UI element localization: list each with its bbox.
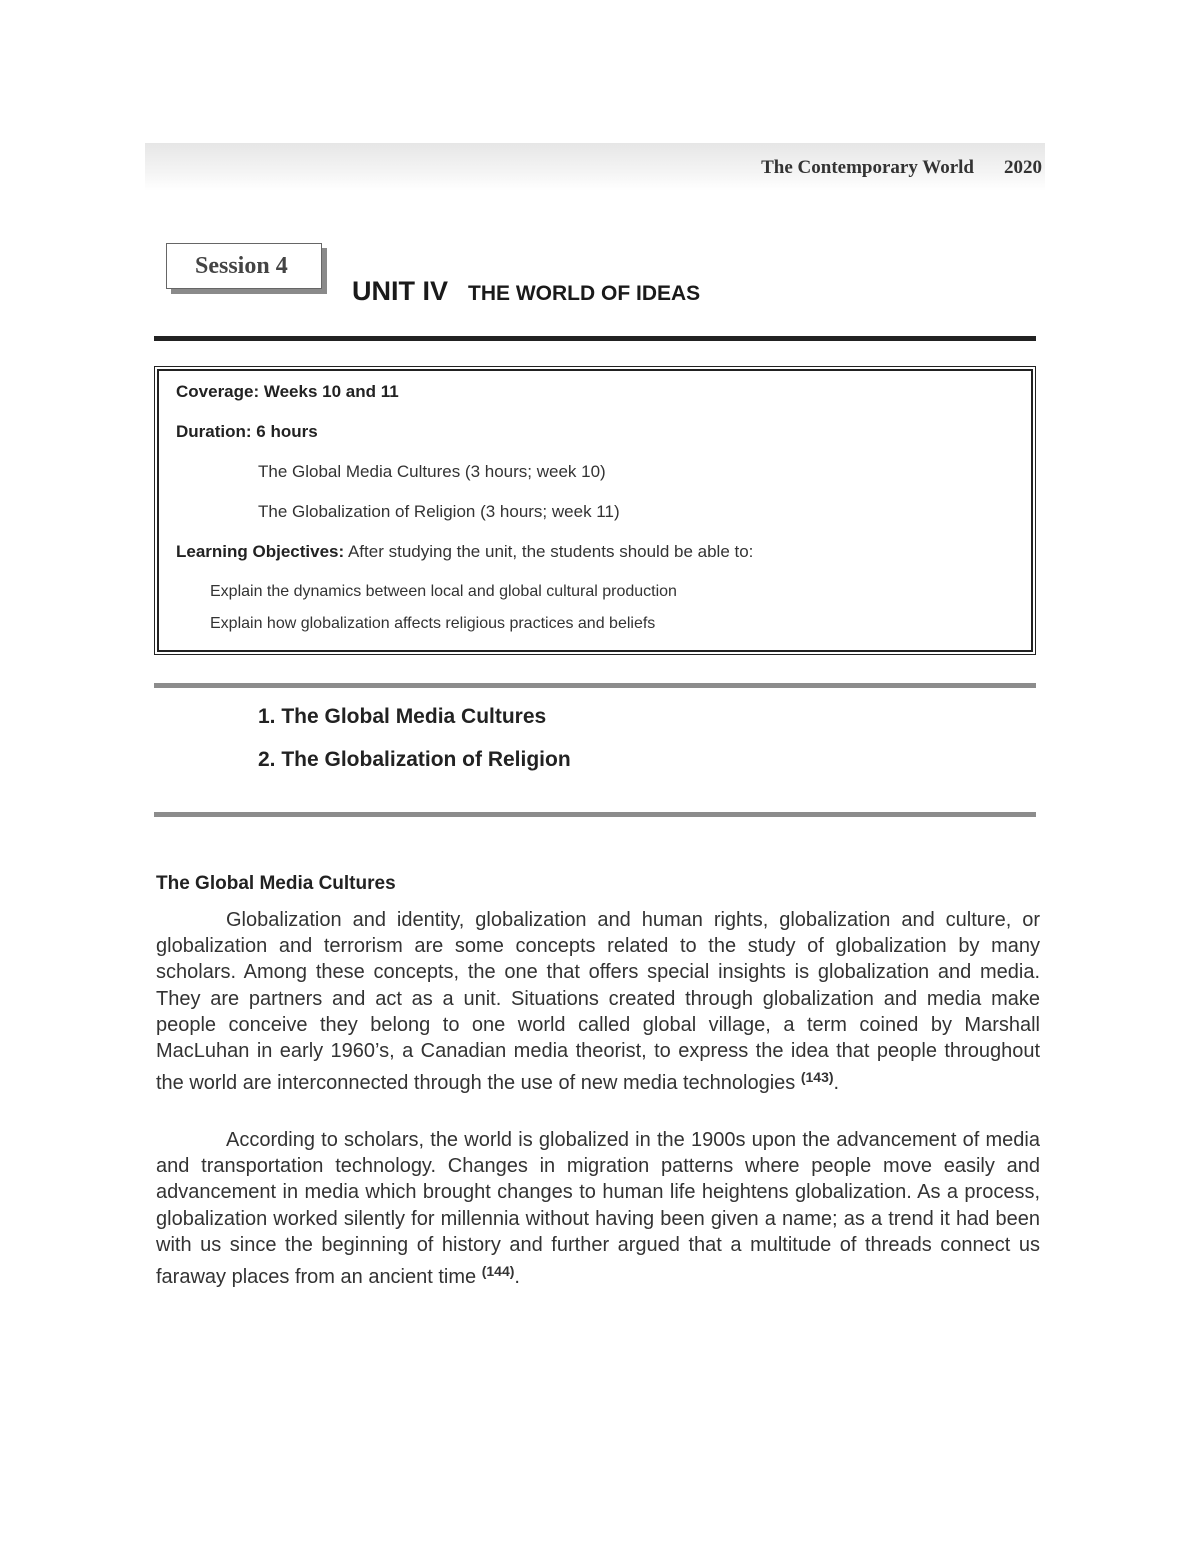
citation-143: (143) [800, 1069, 834, 1086]
objectives-label: Learning Objectives: [176, 542, 345, 561]
unit-title [352, 276, 700, 307]
duration-text: Duration: 6 hours [176, 422, 318, 441]
topics-rule-bottom [154, 812, 1036, 817]
unit-number: UNIT IV [352, 276, 449, 306]
coverage-topic-1: The Global Media Cultures (3 hours; week 10) [258, 462, 606, 481]
section-heading: The Global Media Cultures [156, 873, 396, 894]
learning-objectives [176, 542, 753, 562]
running-header [761, 157, 1042, 179]
paragraph-2-text: According to scholars, the world is globalized in the 1900s upon the advancement of media and transportation technology. Changes in migration patterns where people move easily and advancement in media which brought changes to human life heightens globalization. As a process, globalization worked silently for millennia without having been given a name; as a trend it had been with us since the beginning of history and further argued that a multitude of threads connect us faraway places from an ancient time [156, 1129, 1040, 1289]
objective-2: Explain how globalization affects religious practices and beliefs [210, 615, 656, 632]
paragraph-2-end: . [514, 1266, 520, 1289]
coverage-text: Coverage: Weeks 10 and 11 [176, 382, 399, 401]
paragraph-1 [156, 907, 1040, 1096]
coverage-box [154, 366, 1036, 655]
topic-item-1: 1. The Global Media Cultures [258, 705, 547, 728]
topics-rule-top [154, 683, 1036, 688]
objectives-intro: After studying the unit, the students should be able to: [347, 542, 754, 561]
header-year: 2020 [1004, 157, 1042, 178]
citation-144: (144) [481, 1263, 515, 1280]
session-label-box [166, 243, 322, 289]
topic-item-2: 2. The Globalization of Religion [258, 748, 571, 771]
objective-1: Explain the dynamics between local and global cultural production [210, 583, 677, 600]
session-label: Session 4 [195, 252, 288, 279]
unit-subtitle: THE WORLD OF IDEAS [468, 282, 701, 305]
header-title: The Contemporary World [761, 157, 974, 178]
paragraph-1-text: Globalization and identity, globalization and human rights, globalization and culture, or globalization and terrorism are some concepts related to the study of globalization by many scholars. Among these concepts, the one that offers special insights is globalization and media. They are partners and act as a unit. Situations created through globalization and media make people conceive they belong to one world called global village, a term coined by Marshall MacLuhan in early 1960’s, a Canadian media theorist, to express the idea that people throughout the world are interconnected through the use of new media technologies [156, 909, 1040, 1095]
paragraph-1-end: . [833, 1072, 840, 1095]
coverage-topic-2: The Globalization of Religion (3 hours; week 11) [258, 502, 620, 521]
paragraph-2 [156, 1127, 1040, 1290]
title-rule [154, 336, 1036, 341]
